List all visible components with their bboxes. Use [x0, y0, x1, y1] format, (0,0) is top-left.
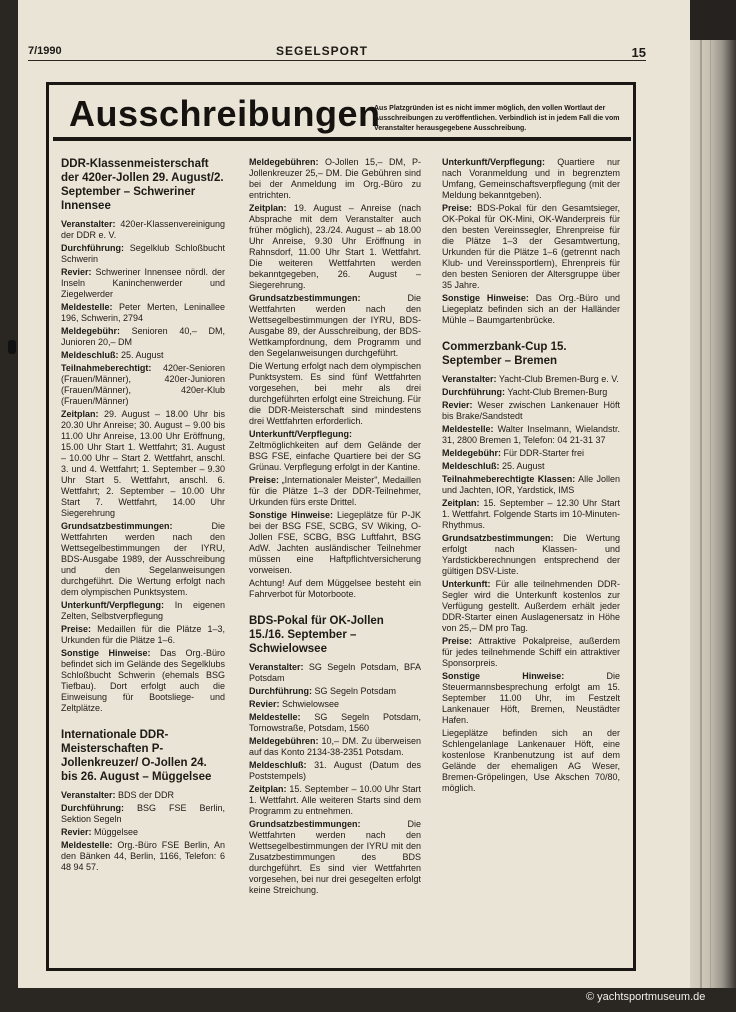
paragraph: Durchführung: Segelklub Schloßbucht Schwerin [61, 243, 225, 264]
paragraph: Sonstige Hinweise: Die Steuermannsbesprechung erfolgt am 15. September 11.00 Uhr, im Festzelt Lankenauer Höft, Bremen, Neustädter Hafen. [442, 671, 620, 725]
paragraph: Meldestelle: SG Segeln Potsdam, Tornowstraße, Potsdam, 1560 [249, 712, 421, 733]
column-2 [249, 157, 421, 898]
paragraph: Meldegebühren: O-Jollen 15,– DM, P-Jollenkreuzer 25,– DM. Die Gebühren sind bei der Anmeldung im Org.-Büro zu entrichten. [249, 157, 421, 200]
paragraph: Meldestelle: Peter Merten, Leninallee 196, Schwerin, 2794 [61, 302, 225, 323]
paragraph: Revier: Schweriner Innensee nördl. der Inseln Kaninchenwerder und Ziegelwerder [61, 267, 225, 299]
paragraph: Grundsatzbestimmungen: Die Wettfahrten werden nach den Wettsegelbestimmungen der IYRU, BDS-Ausgabe 1989, der Ausschreibung und den Segelanweisungen durchgeführt. Die Wertung erfolgt nach dem olympischen Punktsystem. [61, 521, 225, 597]
paragraph: Revier: Weser zwischen Lankenauer Höft bis Brake/Sandstedt [442, 400, 620, 421]
title-rule [53, 137, 631, 141]
paragraph: Meldeschluß: 31. August (Datum des Poststempels) [249, 760, 421, 781]
section-note: Aus Platzgründen ist es nicht immer möglich, den vollen Wortlaut der Ausschreibungen zu veröffentlichen. Verbindlich ist in jedem Fall die vom Veranstalter herausgegebene Ausschreibung. [374, 105, 620, 132]
paragraph: Die Wertung erfolgt nach dem olympischen Punktsystem. Es sind fünf Wettfahrten vorgesehen, bei mehr als drei durchgeführten erfolgt eine Streichung. Für die DDR-Meisterschaft sind mindestens drei Wettfahrten erforderlich. [249, 361, 421, 426]
paragraph: Zeitplan: 15. September – 12.30 Uhr Start 1. Wettfahrt. Folgende Starts im 10-Minuten-Rhythmus. [442, 498, 620, 530]
paragraph: Preise: Attraktive Pokalpreise, außerdem für jedes teilnehmende Schiff ein attraktiver Sponsorpreis. [442, 636, 620, 668]
paragraph: Veranstalter: SG Segeln Potsdam, BFA Potsdam [249, 662, 421, 683]
paragraph: Meldeschluß: 25. August [442, 461, 545, 471]
paragraph: Grundsatzbestimmungen: Die Wettfahrten werden nach den Wettsegelbestimmungen der IYRU mit den Zusatzbestimmungen des BDS durchgeführt. Es sind vier Wettfahrten vorgesehen, bei nur drei gesegelten erfolgt keine Streichung. [249, 819, 421, 895]
page-header [28, 42, 646, 60]
header-rule [28, 60, 646, 61]
paragraph: Revier: Müggelsee [61, 827, 139, 837]
watermark: © yachtsportmuseum.de [586, 991, 706, 1003]
paragraph: Meldegebühr: Senioren 40,– DM, Junioren 20,– DM [61, 326, 225, 347]
paragraph: Durchführung: Yacht-Club Bremen-Burg [442, 387, 608, 397]
paragraph: Teilnahmeberechtigte Klassen: Alle Jollen und Jachten, IOR, Yardstick, IMS [442, 474, 621, 495]
paragraph: Grundsatzbestimmungen: Die Wertung erfolgt nach Klassen- und Yardstickberechnungen entsprechend der gültigen DSV-Liste. [442, 533, 620, 576]
paragraph: Veranstalter: 420er-Klassenvereinigung der DDR e. V. [61, 219, 225, 240]
paragraph: Durchführung: SG Segeln Potsdam [249, 686, 397, 696]
paragraph: Sonstige Hinweise: Das Org.-Büro und Liegeplatz befinden sich an der Halländer Mühle – Baumgartenbrücke. [442, 293, 620, 325]
paragraph: Durchführung: BSG FSE Berlin, Sektion Segeln [61, 803, 225, 824]
spacer [249, 602, 421, 614]
column-1 [61, 157, 225, 875]
event-heading-ok-jollen: BDS-Pokal für OK-Jollen 15./16. September – Schwielowsee [249, 615, 384, 655]
paragraph: Unterkunft/Verpflegung: In eigenen Zelten, Selbstverpflegung [61, 600, 225, 621]
paragraph: Liegeplätze befinden sich an der Schlengelanlage Lankenauer Höft, eine kostenlose Kranbenutzung ist auf dem Gelände der ehemaligen AG Weser, Bremen-Gröpelingen, Use Akschen 70/80, möglich. [442, 728, 620, 793]
spacer [61, 716, 225, 728]
issue-number: 7/1990 [28, 45, 62, 57]
paragraph: Zeitplan: 15. September – 10.00 Uhr Start 1. Wettfahrt. Alle weiteren Starts sind dem Programm zu entnehmen. [249, 784, 421, 816]
column-3 [442, 157, 620, 796]
paragraph: Preise: „Internationaler Meister", Medaillen für die Plätze 1–3 der DDR-Teilnehmer, Urkunden fürs erste Drittel. [249, 475, 421, 507]
page-stack-edge [690, 40, 736, 990]
paragraph: Meldegebühr: Für DDR-Starter frei [442, 448, 585, 458]
paragraph: Achtung! Auf dem Müggelsee besteht ein Fahrverbot für Motorboote. [249, 578, 421, 599]
paragraph: Preise: Medaillen für die Plätze 1–3, Urkunden für die Plätze 1–6. [61, 624, 225, 645]
paragraph: Meldegebühren: 10,– DM. Zu überweisen auf das Konto 2134-38-2351 Potsdam. [249, 736, 421, 757]
paragraph: Unterkunft: Für alle teilnehmenden DDR-Segler wird die Unterkunft kostenlos zur Verfügung gestellt. Außerdem erhält jeder DDR-Starter einen Auslagenersatz in Höhe von 25,– DM pro Tag. [442, 579, 620, 633]
event-heading-p-jollenkreuzer: Internationale DDR-Meisterschaften P-Jollenkreuzer/ O-Jollen 24. bis 26. August – Müggelsee [61, 729, 212, 783]
magazine-name: SEGELSPORT [276, 44, 369, 58]
spacer [442, 328, 620, 340]
paragraph: Sonstige Hinweise: Das Org.-Büro befindet sich im Gelände des Segelklubs Schloßbucht Schwerin (ehemals BSG Tiefbau). Dort erfolgt auch die Einweisung für Bootsliege- und Zeltplätze. [61, 648, 225, 713]
event-heading-420er: DDR-Klassenmeisterschaft der 420er-Jollen 29. August/2. September – Schweriner Innensee [61, 158, 224, 212]
binder-hole [8, 340, 16, 354]
paragraph: Unterkunft/Verpflegung: Zeltmöglichkeiten auf dem Gelände der BSG FSE, einfache Quartiere bei der SG Grünau. Verpflegung erfolgt in der Kantine. [249, 429, 421, 472]
paragraph: Sonstige Hinweise: Liegeplätze für P-JK bei der BSG FSE, SCBG, SV Wiking, O-Jollen FSE, SCBG, BSG Luftfahrt, BSG AdW. Jachten ausländischer Teilnehmer müssen eine Haftpflichtversicherung vorweisen. [249, 510, 421, 575]
title-bar [59, 91, 625, 137]
paragraph: Meldestelle: Org.-Büro FSE Berlin, An den Bänken 44, Berlin, 1166, Telefon: 6 48 94 57. [61, 840, 225, 872]
event-heading-commerzbank-cup: Commerzbank-Cup 15. September – Bremen [442, 341, 567, 367]
page-number: 15 [631, 45, 646, 60]
paragraph: Unterkunft/Verpflegung: Quartiere nur nach Voranmeldung und in begrenztem Umfang, Gemeinschaftsverpflegung (mit der Meldung bekanntgeben). [442, 157, 620, 200]
scan-left-border [0, 0, 18, 1012]
paragraph: Veranstalter: BDS der DDR [61, 790, 175, 800]
paragraph: Grundsatzbestimmungen: Die Wettfahrten werden nach den Wettsegelbestimmungen der IYRU, BDS-Ausgabe 89, der Ausschreibung, der BDS-Wettkampfordnung, dem Programm und den Segelanweisungen durchgeführt. [249, 293, 421, 358]
paragraph: Preise: BDS-Pokal für den Gesamtsieger, OK-Pokal für OK-Mini, OK-Wanderpreis für den besten Vereinssegler, Ehrenpreise für die Plätze 1–3 der Gesamtwertung, Urkunden für die Plätze 1–6 (getrennt nach Klub- und Vereinssportlern), Ehrenpreis für den besten Senioren der Altersgruppe über 35 Jahre. [442, 203, 620, 290]
paragraph: Teilnahmeberechtigt: 420er-Senioren (Frauen/Männer), 420er-Junioren (Frauen/Männer), 420er-Klub (Frauen/Männer) [61, 363, 225, 406]
paragraph: Zeitplan: 29. August – 18.00 Uhr bis 20.30 Uhr Anreise; 30. August – 9.00 bis 11.00 Uhr Anreise, 13.00 Uhr Eröffnung, 15.00 Uhr Start 1. Wettfahrt; 31. August – 10.00 Uhr – Start 2. Wettfahrt, anschl. 3. und 4. Wettfahrt; 1. September – 9.30 Uhr Start 5. Wettfahrt, anschl. 6. Wettfahrt; 2. September – 10.00 Uhr Start 7. Wettfahrt, 14.00 Uhr Siegerehrung [61, 409, 225, 518]
paragraph: Meldeschluß: 25. August [61, 350, 164, 360]
paragraph: Revier: Schwielowsee [249, 699, 340, 709]
announcements-box [46, 82, 636, 971]
paragraph: Zeitplan: 19. August – Anreise (nach Absprache mit dem Veranstalter auch früher möglich), 23./24. August – ab 18.00 Uhr Anreise, 9.30 Uhr Eröffnung in Rahnsdorf, 11.00 Uhr Start 1. Wettfahrt. Die weiteren Wettfahrten werden bekanntgegeben, 26. August – Siegerehrung. [249, 203, 421, 290]
section-title: Ausschreibungen [69, 93, 381, 134]
paragraph: Meldestelle: Walter Inselmann, Wielandstr. 31, 2800 Bremen 1, Telefon: 04 21-31 37 [442, 424, 620, 445]
paragraph: Veranstalter: Yacht-Club Bremen-Burg e. V. [442, 374, 619, 384]
